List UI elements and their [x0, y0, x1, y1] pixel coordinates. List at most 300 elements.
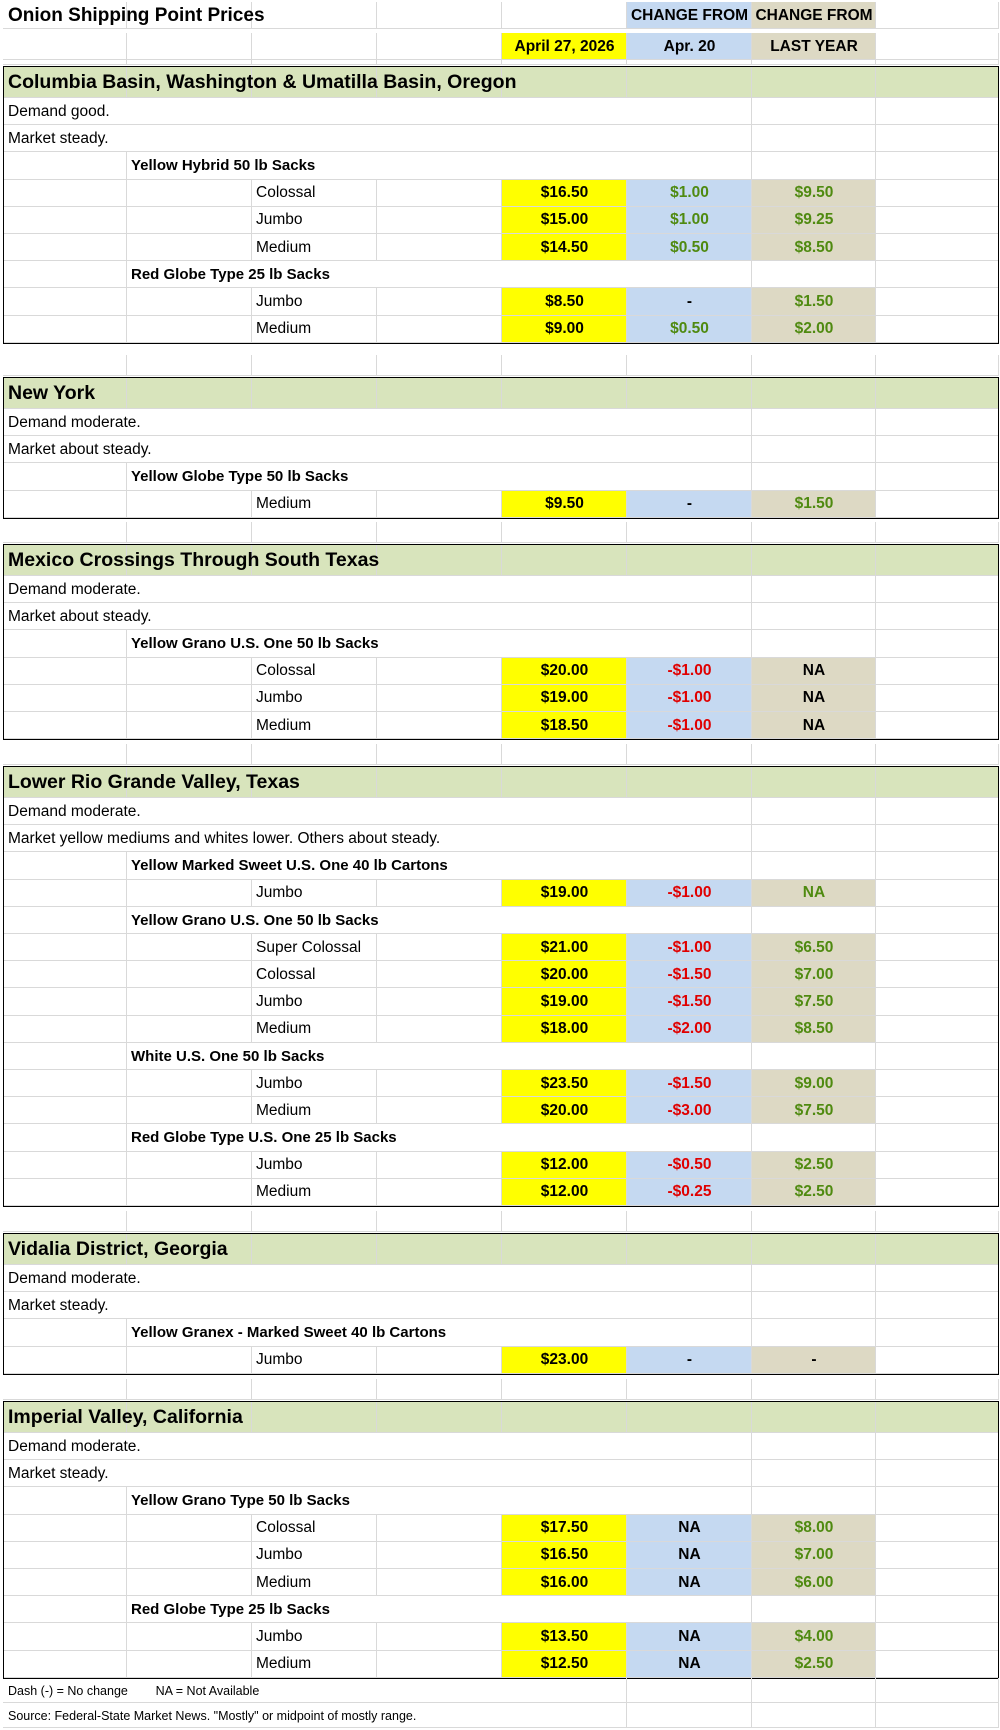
grid-cell	[3, 1179, 127, 1206]
week-change-value: -$1.00	[667, 716, 712, 734]
grid-cell	[3, 907, 127, 934]
grid-cell	[377, 98, 502, 125]
grid-cell	[876, 576, 999, 603]
grid-cell	[502, 1319, 627, 1346]
year-change-value: $7.00	[794, 965, 834, 983]
grid-cell	[127, 1623, 252, 1650]
grid-cell	[627, 1460, 752, 1487]
grid-cell	[127, 712, 252, 739]
grid-cell	[752, 1265, 876, 1292]
grid-cell	[876, 1433, 999, 1460]
product-name: Yellow Grano U.S. One 50 lb Sacks	[131, 911, 379, 929]
price-value: $17.50	[540, 1519, 589, 1537]
price-value: $18.50	[540, 716, 589, 734]
grid-cell	[127, 934, 252, 961]
grid-cell	[876, 744, 999, 765]
week-change-value: -$1.00	[667, 938, 712, 956]
grid-cell	[876, 66, 999, 98]
grid-cell	[3, 1623, 127, 1650]
price-value: $19.00	[540, 992, 589, 1010]
grid-cell	[377, 1043, 502, 1070]
grid-cell	[377, 576, 502, 603]
region-header-row	[3, 544, 999, 576]
grid-cell	[252, 1379, 377, 1400]
grid-cell	[252, 436, 377, 463]
grid-cell	[377, 1347, 502, 1374]
grid-cell	[127, 355, 252, 376]
grid-cell	[627, 825, 752, 852]
week-change-value: -$1.00	[667, 884, 712, 902]
grid-cell	[502, 125, 627, 152]
product-row	[3, 1596, 999, 1623]
year-change-value: $2.50	[794, 1655, 834, 1673]
size-label: Colossal	[256, 184, 316, 202]
grid-cell	[752, 766, 876, 798]
grid-cell	[377, 1292, 502, 1319]
grid-cell	[377, 603, 502, 630]
price-value: $9.00	[545, 320, 584, 338]
price-value: $8.50	[545, 292, 584, 310]
grid-cell	[252, 798, 377, 825]
grid-cell	[127, 288, 252, 315]
price-value: $23.50	[540, 1074, 589, 1092]
grid-cell	[3, 1596, 127, 1623]
grid-cell	[876, 1379, 999, 1400]
grid-cell	[876, 1319, 999, 1346]
week-change-value: NA	[678, 1627, 701, 1645]
price-row	[3, 1097, 999, 1124]
price-value: $19.00	[540, 689, 589, 707]
year-change-value: NA	[802, 716, 826, 734]
grid-cell	[127, 180, 252, 207]
grid-cell	[3, 1569, 127, 1596]
grid-cell	[627, 1487, 752, 1514]
grid-cell	[3, 1515, 127, 1542]
grid-cell	[502, 544, 627, 576]
grid-cell	[627, 436, 752, 463]
region-name: Vidalia District, Georgia	[8, 1237, 228, 1260]
grid-cell	[3, 1016, 127, 1043]
demand-row	[3, 798, 999, 825]
grid-cell	[377, 234, 502, 261]
product-name: Red Globe Type U.S. One 25 lb Sacks	[131, 1129, 397, 1147]
grid-cell	[377, 1016, 502, 1043]
grid-cell	[502, 355, 627, 376]
grid-cell	[627, 907, 752, 934]
grid-cell	[876, 1152, 999, 1179]
grid-cell	[876, 825, 999, 852]
col-header-last-year: LAST YEAR	[770, 37, 858, 55]
region-header-row	[3, 66, 999, 98]
grid-cell	[627, 522, 752, 543]
grid-cell	[876, 44, 999, 65]
footer-source-row	[3, 1703, 999, 1728]
grid-cell	[127, 316, 252, 343]
size-label: Super Colossal	[256, 938, 362, 956]
price-row	[3, 1542, 999, 1569]
price-row	[3, 1347, 999, 1374]
grid-cell	[627, 1292, 752, 1319]
spacer-row	[3, 1379, 999, 1400]
grid-cell	[876, 1487, 999, 1514]
grid-cell	[876, 180, 999, 207]
grid-cell	[876, 1651, 999, 1678]
price-row	[3, 1569, 999, 1596]
size-label: Jumbo	[256, 1074, 303, 1092]
grid-cell	[502, 522, 627, 543]
grid-cell	[627, 603, 752, 630]
grid-cell	[3, 355, 127, 376]
week-change-value: NA	[678, 1655, 701, 1673]
grid-cell	[752, 1124, 876, 1151]
grid-cell	[627, 463, 752, 490]
col-header-prev-week: Apr. 20	[663, 37, 716, 55]
grid-cell	[252, 1678, 377, 1703]
grid-cell	[752, 1233, 876, 1265]
week-change-value: -	[686, 292, 693, 310]
grid-cell	[3, 152, 127, 179]
grid-cell	[127, 1070, 252, 1097]
spacer-row	[3, 355, 999, 376]
price-row	[3, 988, 999, 1015]
grid-cell	[502, 66, 627, 98]
grid-cell	[377, 1515, 502, 1542]
grid-cell	[502, 766, 627, 798]
grid-cell	[252, 1292, 377, 1319]
year-change-value: $2.50	[794, 1183, 834, 1201]
grid-cell	[752, 409, 876, 436]
year-change-value: $2.00	[794, 320, 834, 338]
price-value: $19.00	[540, 884, 589, 902]
year-change-value: $1.50	[794, 495, 834, 513]
market-row	[3, 125, 999, 152]
grid-cell	[876, 1515, 999, 1542]
grid-cell	[377, 544, 502, 576]
grid-cell	[876, 288, 999, 315]
grid-cell	[627, 1433, 752, 1460]
grid-cell	[127, 522, 252, 543]
year-change-value: $9.50	[794, 184, 834, 202]
grid-cell	[752, 1460, 876, 1487]
grid-cell	[502, 1460, 627, 1487]
price-value: $16.50	[540, 1546, 589, 1564]
grid-cell	[752, 522, 876, 543]
grid-cell	[627, 1211, 752, 1232]
product-name: Red Globe Type 25 lb Sacks	[131, 266, 330, 284]
grid-cell	[377, 522, 502, 543]
grid-cell	[3, 685, 127, 712]
grid-cell	[876, 544, 999, 576]
grid-cell	[377, 180, 502, 207]
grid-cell	[627, 852, 752, 879]
grid-cell	[876, 798, 999, 825]
grid-cell	[876, 685, 999, 712]
grid-cell	[502, 1265, 627, 1292]
grid-cell	[3, 1043, 127, 1070]
market-text: Market about steady.	[8, 607, 152, 625]
grid-cell	[127, 491, 252, 518]
grid-cell	[627, 98, 752, 125]
grid-cell	[752, 1319, 876, 1346]
spacer-row	[3, 522, 999, 543]
grid-cell	[502, 603, 627, 630]
grid-cell	[377, 377, 502, 409]
grid-cell	[3, 1347, 127, 1374]
price-row	[3, 1651, 999, 1678]
grid-cell	[627, 1678, 752, 1703]
product-row	[3, 1043, 999, 1070]
market-text: Market about steady.	[8, 440, 152, 458]
size-label: Medium	[256, 716, 312, 734]
grid-cell	[627, 261, 752, 288]
grid-cell	[502, 798, 627, 825]
grid-cell	[752, 1292, 876, 1319]
grid-cell	[876, 1043, 999, 1070]
grid-cell	[377, 491, 502, 518]
grid-cell	[502, 1487, 627, 1514]
grid-cell	[377, 1678, 502, 1703]
demand-row	[3, 98, 999, 125]
grid-cell	[876, 961, 999, 988]
week-change-value: -$1.50	[667, 992, 712, 1010]
grid-cell	[377, 934, 502, 961]
year-change-value: $2.50	[794, 1156, 834, 1174]
grid-cell	[752, 825, 876, 852]
grid-cell	[502, 1678, 627, 1703]
grid-cell	[252, 355, 377, 376]
grid-cell	[377, 1152, 502, 1179]
demand-text: Demand moderate.	[8, 580, 141, 598]
size-label: Medium	[256, 1183, 312, 1201]
grid-cell	[377, 1596, 502, 1623]
grid-cell	[127, 44, 252, 65]
grid-cell	[127, 98, 252, 125]
spacer-row	[3, 44, 999, 65]
grid-cell	[127, 658, 252, 685]
grid-cell	[252, 1401, 377, 1433]
grid-cell	[502, 1596, 627, 1623]
grid-cell	[752, 1211, 876, 1232]
product-row	[3, 852, 999, 879]
grid-cell	[377, 1542, 502, 1569]
grid-cell	[127, 1265, 252, 1292]
year-change-value: $8.00	[794, 1519, 834, 1537]
demand-text: Demand moderate.	[8, 413, 141, 431]
grid-cell	[127, 1347, 252, 1374]
grid-cell	[627, 544, 752, 576]
grid-cell	[876, 1347, 999, 1374]
price-row	[3, 491, 999, 518]
size-label: Jumbo	[256, 689, 303, 707]
price-value: $23.00	[540, 1351, 589, 1369]
grid-cell	[502, 1401, 627, 1433]
grid-cell	[876, 436, 999, 463]
grid-cell	[502, 436, 627, 463]
grid-cell	[752, 544, 876, 576]
region-name: New York	[8, 381, 96, 404]
market-row	[3, 825, 999, 852]
year-change-value: $8.50	[794, 238, 834, 256]
grid-cell	[377, 988, 502, 1015]
grid-cell	[377, 630, 502, 657]
grid-cell	[3, 630, 127, 657]
grid-cell	[502, 1124, 627, 1151]
grid-cell	[876, 1097, 999, 1124]
grid-cell	[127, 409, 252, 436]
grid-cell	[876, 1703, 999, 1728]
grid-cell	[377, 436, 502, 463]
grid-cell	[876, 491, 999, 518]
price-value: $16.50	[540, 184, 589, 202]
size-label: Jumbo	[256, 1546, 303, 1564]
grid-cell	[876, 1596, 999, 1623]
grid-cell	[377, 1097, 502, 1124]
week-change-value: -$1.00	[667, 689, 712, 707]
grid-cell	[252, 2, 377, 29]
grid-cell	[3, 288, 127, 315]
week-change-value: $1.00	[670, 184, 709, 202]
grid-cell	[252, 603, 377, 630]
grid-cell	[876, 1124, 999, 1151]
grid-cell	[502, 744, 627, 765]
grid-cell	[127, 1152, 252, 1179]
product-row	[3, 1319, 999, 1346]
grid-cell	[627, 409, 752, 436]
grid-cell	[876, 355, 999, 376]
year-change-value: NA	[802, 884, 826, 902]
grid-cell	[127, 744, 252, 765]
grid-cell	[876, 1460, 999, 1487]
product-row	[3, 630, 999, 657]
grid-cell	[377, 1651, 502, 1678]
grid-cell	[876, 1401, 999, 1433]
grid-cell	[627, 66, 752, 98]
grid-cell	[502, 907, 627, 934]
grid-cell	[627, 1596, 752, 1623]
week-change-value: $0.50	[670, 238, 709, 256]
grid-cell	[3, 463, 127, 490]
grid-cell	[377, 880, 502, 907]
grid-cell	[3, 961, 127, 988]
grid-cell	[752, 125, 876, 152]
grid-cell	[876, 852, 999, 879]
grid-cell	[752, 1379, 876, 1400]
grid-cell	[752, 261, 876, 288]
price-value: $20.00	[540, 662, 589, 680]
grid-cell	[876, 2, 999, 29]
size-label: Medium	[256, 495, 312, 513]
col-header-year-change: CHANGE FROM	[755, 6, 873, 24]
grid-cell	[377, 44, 502, 65]
price-row	[3, 1623, 999, 1650]
grid-cell	[3, 1124, 127, 1151]
grid-cell	[127, 234, 252, 261]
grid-cell	[876, 207, 999, 234]
price-value: $12.50	[540, 1655, 589, 1673]
year-change-value: $9.00	[794, 1074, 834, 1092]
price-row	[3, 288, 999, 315]
grid-cell	[3, 1319, 127, 1346]
region-header-row	[3, 377, 999, 409]
size-label: Jumbo	[256, 292, 303, 310]
grid-cell	[3, 852, 127, 879]
grid-cell	[752, 1487, 876, 1514]
size-label: Jumbo	[256, 992, 303, 1010]
region-name: Mexico Crossings Through South Texas	[8, 548, 380, 571]
week-change-value: $0.50	[670, 320, 709, 338]
year-change-value: $7.50	[794, 992, 834, 1010]
demand-text: Demand moderate.	[8, 1269, 141, 1287]
grid-cell	[752, 852, 876, 879]
grid-cell	[876, 1678, 999, 1703]
price-value: $16.00	[540, 1573, 589, 1591]
grid-cell	[752, 355, 876, 376]
price-value: $21.00	[540, 938, 589, 956]
market-text: Market steady.	[8, 1296, 109, 1314]
grid-cell	[876, 261, 999, 288]
grid-cell	[377, 1379, 502, 1400]
year-change-value: $1.50	[794, 292, 834, 310]
grid-cell	[502, 825, 627, 852]
grid-cell	[627, 798, 752, 825]
grid-cell	[3, 744, 127, 765]
grid-cell	[3, 1070, 127, 1097]
market-text: Market steady.	[8, 129, 109, 147]
grid-cell	[3, 1542, 127, 1569]
grid-cell	[502, 1211, 627, 1232]
product-row	[3, 1487, 999, 1514]
price-value: $18.00	[540, 1020, 589, 1038]
grid-cell	[876, 98, 999, 125]
grid-cell	[752, 436, 876, 463]
market-row	[3, 1460, 999, 1487]
grid-cell	[377, 1233, 502, 1265]
grid-cell	[3, 1152, 127, 1179]
grid-cell	[252, 522, 377, 543]
price-value: $20.00	[540, 965, 589, 983]
grid-cell	[627, 1043, 752, 1070]
grid-cell	[627, 152, 752, 179]
grid-cell	[627, 1401, 752, 1433]
market-row	[3, 603, 999, 630]
grid-cell	[3, 207, 127, 234]
col-header-date: April 27, 2026	[514, 37, 615, 55]
grid-cell	[377, 744, 502, 765]
year-change-value: $7.00	[794, 1546, 834, 1564]
grid-cell	[377, 1070, 502, 1097]
grid-cell	[377, 907, 502, 934]
grid-cell	[252, 1433, 377, 1460]
grid-cell	[377, 2, 502, 29]
grid-cell	[627, 766, 752, 798]
price-row	[3, 207, 999, 234]
grid-cell	[127, 207, 252, 234]
grid-cell	[252, 1265, 377, 1292]
demand-text: Demand good.	[8, 102, 110, 120]
price-row	[3, 961, 999, 988]
product-name: Yellow Marked Sweet U.S. One 40 lb Cartons	[131, 857, 448, 875]
size-label: Colossal	[256, 1519, 316, 1537]
grid-cell	[127, 125, 252, 152]
page-title: Onion Shipping Point Prices	[8, 4, 265, 26]
grid-cell	[127, 1179, 252, 1206]
size-label: Colossal	[256, 965, 316, 983]
year-change-value: $6.50	[794, 938, 834, 956]
week-change-value: -$1.50	[667, 965, 712, 983]
grid-cell	[627, 1233, 752, 1265]
grid-cell	[627, 744, 752, 765]
week-change-value: -	[686, 495, 693, 513]
